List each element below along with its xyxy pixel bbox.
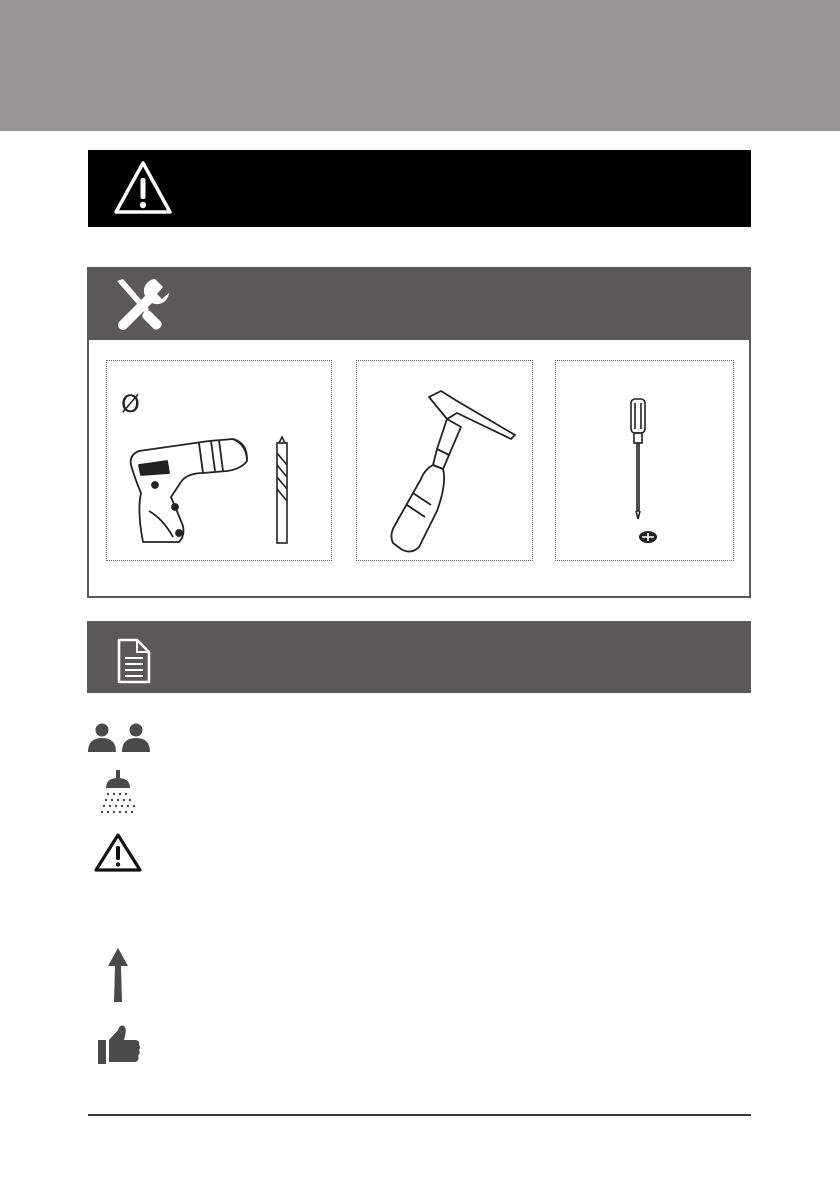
document-icon xyxy=(115,630,165,686)
note-row-warning xyxy=(84,832,154,872)
up-arrow-icon xyxy=(84,946,154,1006)
hammer-icon xyxy=(357,361,534,562)
phillips-head-icon xyxy=(639,531,657,543)
thumbs-up-icon xyxy=(84,1022,154,1066)
note-row-people xyxy=(84,722,154,754)
cordless-drill-icon xyxy=(131,439,247,542)
footer-rule xyxy=(88,1114,751,1116)
wrench-screwdriver-icon xyxy=(111,275,173,335)
warning-triangle-icon xyxy=(112,158,174,218)
shower-icon xyxy=(84,770,154,816)
note-row-shower xyxy=(84,770,154,816)
documents-section-header xyxy=(87,621,751,693)
tool-box-screwdriver xyxy=(555,360,734,561)
diameter-symbol: Ø xyxy=(121,390,140,418)
tools-section-header xyxy=(87,267,751,340)
warning-triangle-icon xyxy=(84,832,154,872)
two-people-icon xyxy=(84,722,154,754)
warning-bar xyxy=(88,150,751,227)
note-row-arrow xyxy=(84,946,154,1006)
drill-bit-icon xyxy=(277,437,287,543)
top-banner xyxy=(0,0,840,131)
note-row-thumbs-up xyxy=(84,1022,154,1066)
tool-box-hammer xyxy=(356,360,533,561)
tool-box-drill xyxy=(106,360,332,561)
screwdriver-icon xyxy=(631,399,645,519)
